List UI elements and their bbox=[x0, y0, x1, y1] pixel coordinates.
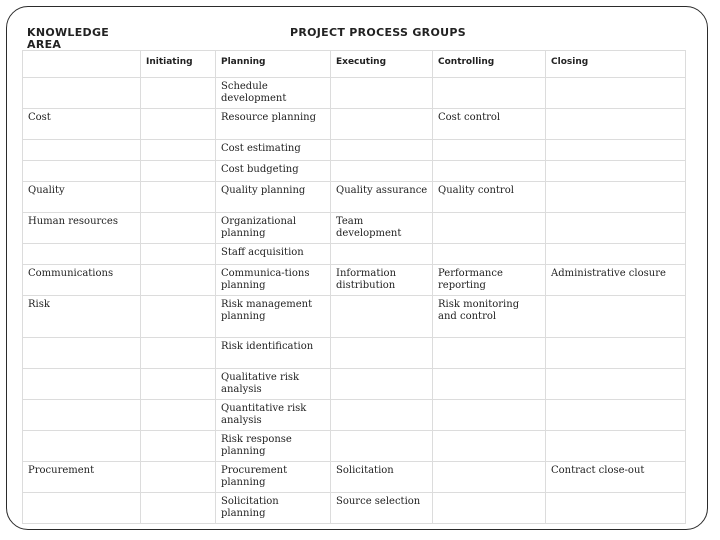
knowledge-area-cell: Procurement bbox=[23, 462, 141, 493]
planning-cell: Communica-tions planning bbox=[216, 265, 331, 296]
executing-cell bbox=[331, 161, 433, 182]
knowledge-area-cell bbox=[23, 78, 141, 109]
table-header-row bbox=[23, 51, 686, 78]
knowledge-area-cell: Human resources bbox=[23, 213, 141, 244]
controlling-cell bbox=[433, 431, 546, 462]
column-header-initiating: Initiating bbox=[141, 51, 216, 78]
controlling-cell: Quality control bbox=[433, 182, 546, 213]
executing-cell bbox=[331, 78, 433, 109]
initiating-cell bbox=[141, 244, 216, 265]
closing-cell bbox=[546, 140, 686, 161]
initiating-cell bbox=[141, 265, 216, 296]
knowledge-area-cell: Communications bbox=[23, 265, 141, 296]
knowledge-area-heading: KNOWLEDGE AREA bbox=[27, 26, 110, 51]
planning-cell: Risk identification bbox=[216, 338, 331, 369]
column-header-executing: Executing bbox=[331, 51, 433, 78]
initiating-cell bbox=[141, 109, 216, 140]
initiating-cell bbox=[141, 493, 216, 524]
closing-cell bbox=[546, 493, 686, 524]
table-row bbox=[23, 265, 686, 296]
initiating-cell bbox=[141, 296, 216, 338]
knowledge-area-cell bbox=[23, 161, 141, 182]
table-row bbox=[23, 296, 686, 338]
closing-cell: Contract close-out bbox=[546, 462, 686, 493]
executing-cell bbox=[331, 369, 433, 400]
planning-cell: Solicitation planning bbox=[216, 493, 331, 524]
initiating-cell bbox=[141, 431, 216, 462]
knowledge-area-cell: Cost bbox=[23, 109, 141, 140]
planning-cell: Risk response planning bbox=[216, 431, 331, 462]
initiating-cell bbox=[141, 338, 216, 369]
initiating-cell bbox=[141, 369, 216, 400]
knowledge-area-cell bbox=[23, 400, 141, 431]
closing-cell bbox=[546, 400, 686, 431]
executing-cell: Team development bbox=[331, 213, 433, 244]
knowledge-area-cell: Risk bbox=[23, 296, 141, 338]
controlling-cell bbox=[433, 369, 546, 400]
executing-cell: Quality assurance bbox=[331, 182, 433, 213]
closing-cell bbox=[546, 244, 686, 265]
column-header-controlling: Controlling bbox=[433, 51, 546, 78]
knowledge-area-cell bbox=[23, 493, 141, 524]
closing-cell bbox=[546, 369, 686, 400]
executing-cell: Information distribution bbox=[331, 265, 433, 296]
initiating-cell bbox=[141, 213, 216, 244]
table-row bbox=[23, 140, 686, 161]
controlling-cell bbox=[433, 338, 546, 369]
initiating-cell bbox=[141, 161, 216, 182]
executing-cell bbox=[331, 140, 433, 161]
closing-cell bbox=[546, 431, 686, 462]
table-row bbox=[23, 244, 686, 265]
closing-cell bbox=[546, 161, 686, 182]
controlling-cell bbox=[433, 161, 546, 182]
planning-cell: Resource planning bbox=[216, 109, 331, 140]
initiating-cell bbox=[141, 400, 216, 431]
initiating-cell bbox=[141, 140, 216, 161]
closing-cell bbox=[546, 213, 686, 244]
executing-cell bbox=[331, 296, 433, 338]
table-row bbox=[23, 213, 686, 244]
closing-cell bbox=[546, 338, 686, 369]
table-body bbox=[23, 78, 686, 524]
table-row bbox=[23, 182, 686, 213]
closing-cell: Administrative closure bbox=[546, 265, 686, 296]
planning-cell: Risk management planning bbox=[216, 296, 331, 338]
controlling-cell bbox=[433, 78, 546, 109]
table-row bbox=[23, 338, 686, 369]
executing-cell bbox=[331, 338, 433, 369]
executing-cell bbox=[331, 109, 433, 140]
knowledge-area-cell bbox=[23, 140, 141, 161]
column-header-planning: Planning bbox=[216, 51, 331, 78]
table-row bbox=[23, 400, 686, 431]
table-row bbox=[23, 369, 686, 400]
planning-cell: Quality planning bbox=[216, 182, 331, 213]
table-row bbox=[23, 161, 686, 182]
controlling-cell bbox=[433, 462, 546, 493]
controlling-cell bbox=[433, 244, 546, 265]
controlling-cell bbox=[433, 493, 546, 524]
initiating-cell bbox=[141, 182, 216, 213]
executing-cell: Source selection bbox=[331, 493, 433, 524]
planning-cell: Schedule development bbox=[216, 78, 331, 109]
knowledge-area-cell bbox=[23, 338, 141, 369]
controlling-cell bbox=[433, 140, 546, 161]
initiating-cell bbox=[141, 78, 216, 109]
table-row bbox=[23, 493, 686, 524]
initiating-cell bbox=[141, 462, 216, 493]
executing-cell: Solicitation bbox=[331, 462, 433, 493]
column-header-closing: Closing bbox=[546, 51, 686, 78]
planning-cell: Cost estimating bbox=[216, 140, 331, 161]
controlling-cell: Performance reporting bbox=[433, 265, 546, 296]
closing-cell bbox=[546, 109, 686, 140]
process-groups-table bbox=[22, 50, 686, 524]
knowledge-area-cell bbox=[23, 431, 141, 462]
planning-cell: Staff acquisition bbox=[216, 244, 331, 265]
executing-cell bbox=[331, 400, 433, 431]
executing-cell bbox=[331, 244, 433, 265]
table-row bbox=[23, 109, 686, 140]
closing-cell bbox=[546, 78, 686, 109]
table-row bbox=[23, 78, 686, 109]
controlling-cell bbox=[433, 400, 546, 431]
column-header-area bbox=[23, 51, 141, 78]
process-groups-heading: PROJECT PROCESS GROUPS bbox=[290, 26, 466, 39]
planning-cell: Procurement planning bbox=[216, 462, 331, 493]
table-row bbox=[23, 431, 686, 462]
controlling-cell: Risk monitoring and control bbox=[433, 296, 546, 338]
controlling-cell: Cost control bbox=[433, 109, 546, 140]
table-row bbox=[23, 462, 686, 493]
planning-cell: Cost budgeting bbox=[216, 161, 331, 182]
closing-cell bbox=[546, 296, 686, 338]
planning-cell: Organizational planning bbox=[216, 213, 331, 244]
closing-cell bbox=[546, 182, 686, 213]
controlling-cell bbox=[433, 213, 546, 244]
knowledge-area-cell bbox=[23, 369, 141, 400]
planning-cell: Quantitative risk analysis bbox=[216, 400, 331, 431]
planning-cell: Qualitative risk analysis bbox=[216, 369, 331, 400]
executing-cell bbox=[331, 431, 433, 462]
knowledge-area-cell bbox=[23, 244, 141, 265]
knowledge-area-cell: Quality bbox=[23, 182, 141, 213]
